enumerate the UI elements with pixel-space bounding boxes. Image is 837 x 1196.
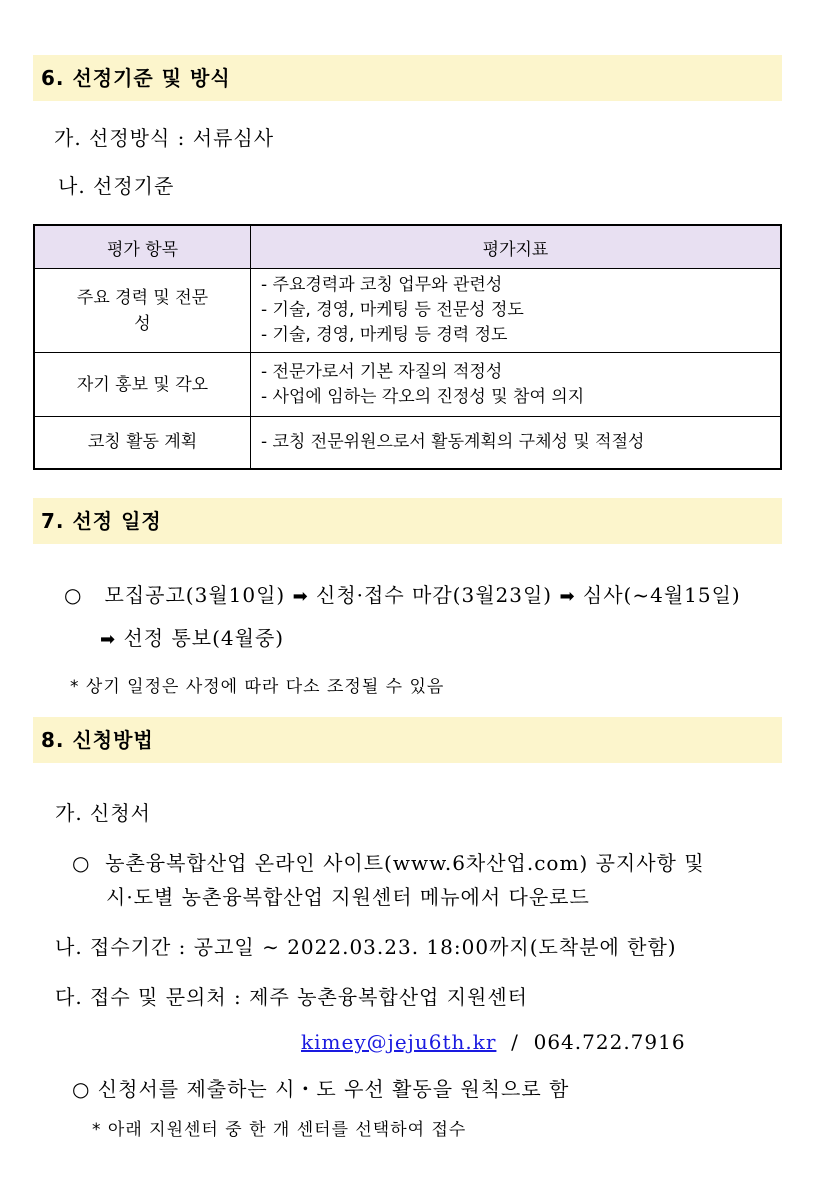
row-indicators — [251, 353, 782, 417]
criteria-table — [33, 224, 782, 470]
indicator: - 주요경력과 코칭 업무와 관련성 — [261, 275, 503, 295]
contact-details — [301, 1030, 686, 1054]
indicator: - 코칭 전문위원으로서 활동계획의 구체성 및 적절성 — [261, 431, 645, 452]
application-form-label: 가. 신청서 — [55, 801, 151, 825]
table-row — [34, 353, 781, 417]
schedule-step: 심사(~4월15일) — [582, 583, 741, 607]
schedule-step: 신청·접수 마감(3월23일) — [316, 583, 553, 607]
application-form-line-1 — [72, 847, 705, 876]
row-item — [34, 269, 251, 353]
indicator: - 기술, 경영, 마케팅 등 전문성 정도 — [261, 300, 524, 320]
schedule-step: 모집공고(3월10일) — [104, 583, 286, 607]
schedule-step: 선정 통보(4월중) — [123, 626, 285, 650]
schedule-note: * 상기 일정은 사정에 따라 다소 조정될 수 있음 — [70, 677, 445, 697]
section-6-header — [33, 55, 782, 101]
section-7-header — [33, 498, 782, 544]
indicator: - 사업에 임하는 각오의 진정성 및 참여 의지 — [261, 386, 585, 407]
application-note: * 아래 지원센터 중 한 개 센터를 선택하여 접수 — [92, 1120, 467, 1140]
arrow-right-icon: ➡ — [559, 586, 576, 607]
download-info: 농촌융복합산업 온라인 사이트(www.6차산업.com) 공지사항 및 — [105, 851, 705, 875]
arrow-right-icon: ➡ — [100, 629, 117, 650]
separator: / — [511, 1030, 519, 1054]
row-item: 코칭 활동 계획 — [34, 417, 251, 469]
bullet: ○ — [72, 851, 91, 875]
row-indicators — [251, 417, 782, 469]
priority-line: ○ 신청서를 제출하는 시・도 우선 활동을 원칙으로 함 — [72, 1077, 570, 1101]
table-header-row — [34, 225, 781, 269]
header-indicator: 평가지표 — [251, 225, 782, 269]
table-row — [34, 269, 781, 353]
email-link[interactable]: kimey@jeju6th.kr — [301, 1030, 497, 1054]
row-indicators — [251, 269, 782, 353]
section-8-header — [33, 717, 782, 763]
table-row — [34, 417, 781, 469]
header-item: 평가 항목 — [34, 225, 251, 269]
section-6-title: 6. 선정기준 및 방식 — [41, 66, 231, 90]
indicator: - 기술, 경영, 마케팅 등 경력 정도 — [261, 325, 508, 345]
selection-criteria-label: 나. 선정기준 — [58, 174, 175, 198]
bullet: ○ — [64, 583, 83, 607]
indicator: - 전문가로서 기본 자질의 적정성 — [261, 361, 503, 382]
row-item: 자기 홍보 및 각오 — [34, 353, 251, 417]
section-7-title: 7. 선정 일정 — [41, 509, 162, 533]
section-8-title: 8. 신청방법 — [41, 728, 154, 752]
application-form-line-2: 시·도별 농촌융복합산업 지원센터 메뉴에서 다운로드 — [106, 885, 590, 909]
contact-line: 다. 접수 및 문의처 : 제주 농촌융복합산업 지원센터 — [55, 985, 528, 1009]
phone-number: 064.722.7916 — [533, 1030, 686, 1054]
selection-method: 가. 선정방식 : 서류심사 — [54, 126, 275, 150]
row-item-label: 주요 경력 및 전문성 — [76, 287, 209, 334]
application-period: 나. 접수기간 : 공고일 ∼ 2022.03.23. 18:00까지(도착분에 한함) — [55, 935, 677, 959]
schedule-line-1 — [64, 579, 741, 608]
arrow-right-icon: ➡ — [292, 586, 309, 607]
schedule-line-2 — [100, 622, 284, 651]
